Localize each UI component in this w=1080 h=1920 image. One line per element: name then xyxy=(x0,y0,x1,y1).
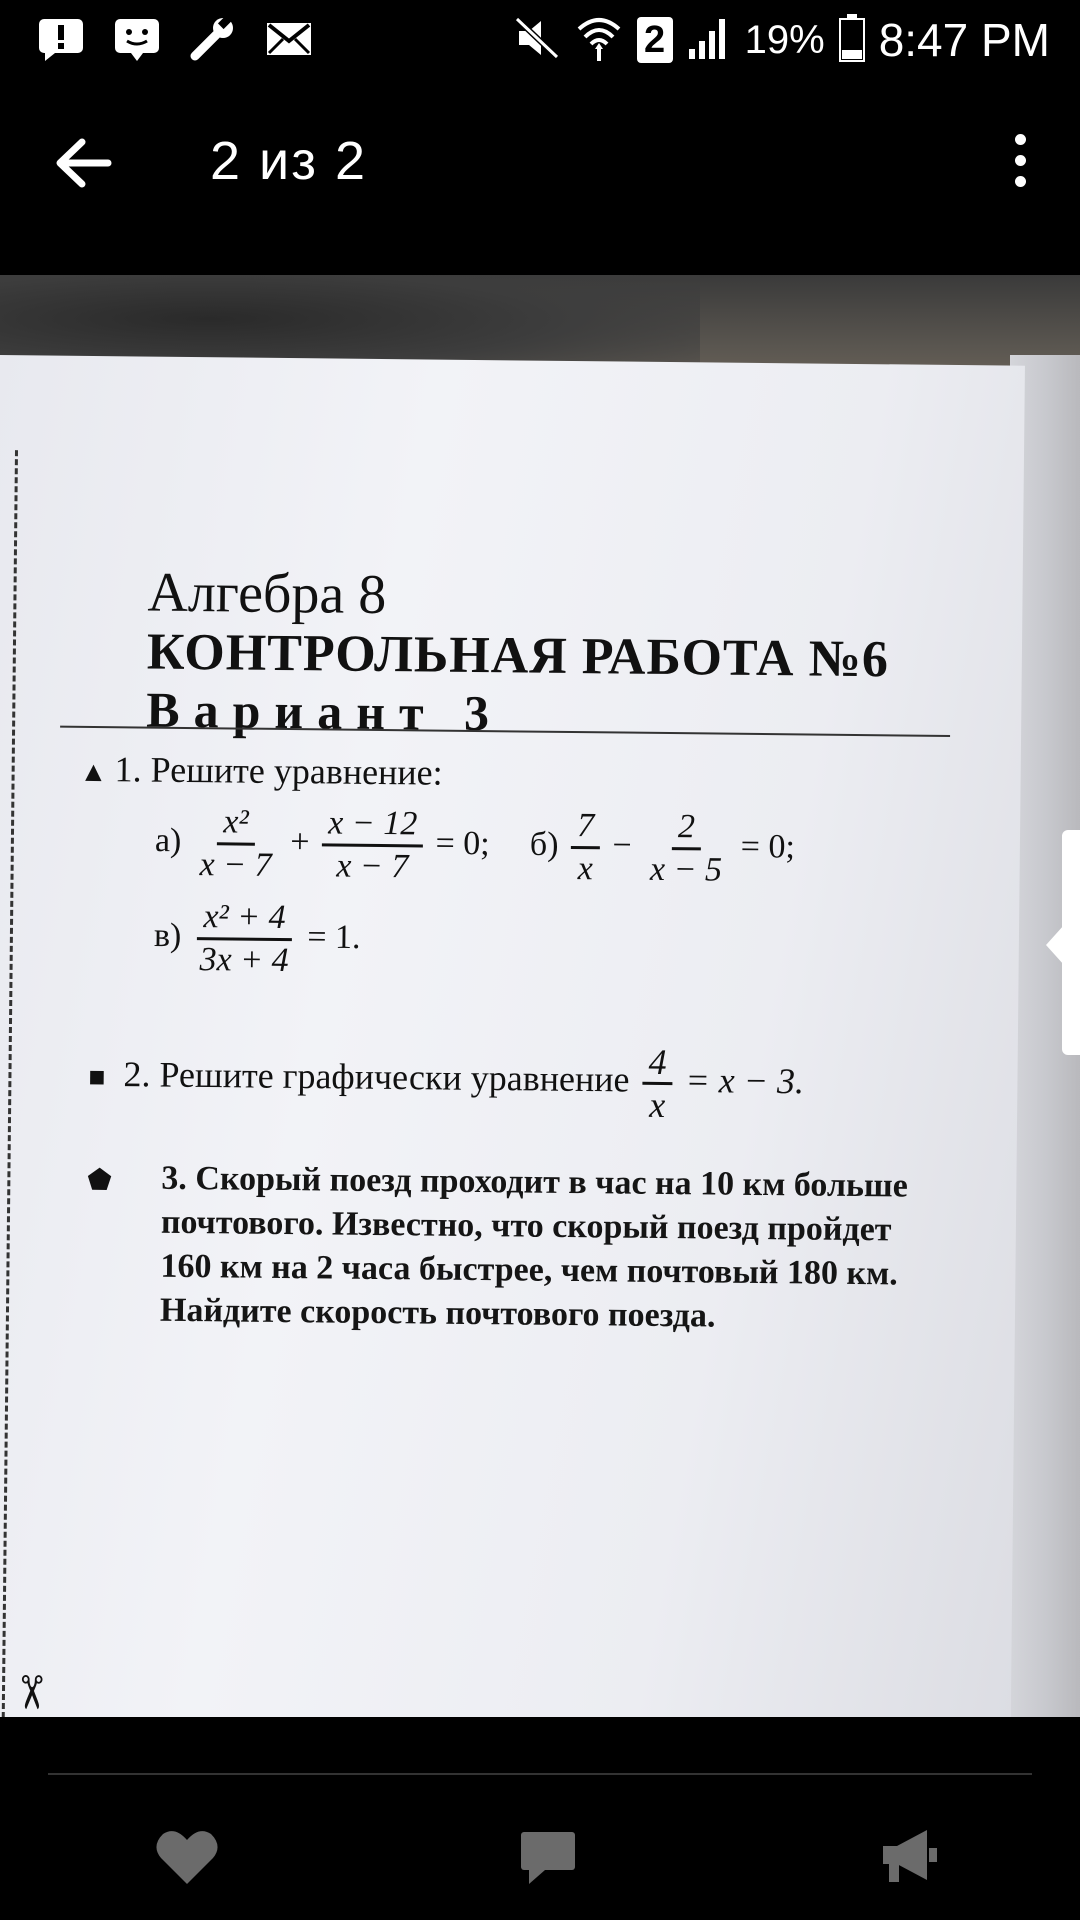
wifi-icon xyxy=(575,13,623,68)
document-photo[interactable] xyxy=(0,275,1080,1717)
battery-icon xyxy=(839,14,865,67)
side-panel-handle[interactable] xyxy=(1062,830,1080,1055)
task-3-text: 3. Скорый поезд проходит в час на 10 км больше почтового. Известно, что скорый поезд пройдет 160 км на 2 часа быстрее, чем почтовый 180 км. Найдите скорость почтового поезда. xyxy=(159,1159,909,1335)
heart-icon xyxy=(155,1828,219,1886)
message-icon xyxy=(112,16,162,62)
worksheet-page xyxy=(0,355,1025,1717)
more-vertical-icon xyxy=(1015,134,1026,145)
equation-a: а) $\frac{\text{x²}}{x - 7}$ + $\frac{x - 12}{x - 7}$ = 0; xyxy=(154,803,490,886)
more-options-button[interactable] xyxy=(990,120,1050,200)
battery-percent: 19% xyxy=(744,17,825,62)
like-button[interactable] xyxy=(142,1817,232,1897)
scissors-icon: ✂ xyxy=(5,1672,58,1712)
comment-button[interactable] xyxy=(503,1817,593,1897)
task-3-marker xyxy=(87,1156,113,1198)
subject-title: Алгебра 8 xyxy=(147,561,387,627)
mail-icon xyxy=(264,16,314,62)
clock: 8:47 PM xyxy=(878,14,1050,66)
pentagon-marker-icon: ⬟ xyxy=(87,1164,112,1197)
comment-icon xyxy=(519,1828,577,1886)
mute-icon xyxy=(513,15,561,66)
report-button[interactable] xyxy=(865,1817,955,1897)
megaphone-icon xyxy=(881,1828,939,1886)
divider xyxy=(48,1773,1032,1775)
cut-line xyxy=(1,450,18,1717)
worksheet-header xyxy=(146,562,890,746)
task-1-heading: ▲ 1. Решите уравнение: xyxy=(79,749,443,793)
notification-icons xyxy=(36,16,314,62)
equation-c: в) $\frac{\text{x² + 4}}{3x + 4}$ = 1. xyxy=(153,898,361,980)
status-bar xyxy=(0,0,1080,80)
back-button[interactable] xyxy=(50,128,120,198)
alert-icon xyxy=(36,16,86,62)
test-title: КОНТРОЛЬНАЯ РАБОТА №6 xyxy=(146,623,890,689)
variant-label: Вариант 3 xyxy=(146,681,504,742)
square-marker-icon: ■ xyxy=(88,1061,106,1093)
chevron-left-icon[interactable] xyxy=(1046,925,1064,965)
triangle-marker-icon: ▲ xyxy=(79,756,108,789)
signal-icon xyxy=(687,15,731,66)
page-counter: 2 из 2 xyxy=(210,131,367,191)
bottom-action-bar xyxy=(0,1717,1080,1920)
equation-b: б) $\frac{7}{x}$ − $\frac{2}{x - 5}$ = 0; xyxy=(529,807,796,889)
viewer-toolbar xyxy=(0,80,1080,275)
wrench-icon xyxy=(188,16,238,62)
system-indicators xyxy=(513,10,1050,70)
arrow-left-icon xyxy=(50,128,120,198)
task-2: ■ 2. Решите графически уравнение $\frac{4}{x}$ = x − 3. xyxy=(88,1041,805,1126)
sim-slot-badge: 2 xyxy=(637,17,673,63)
